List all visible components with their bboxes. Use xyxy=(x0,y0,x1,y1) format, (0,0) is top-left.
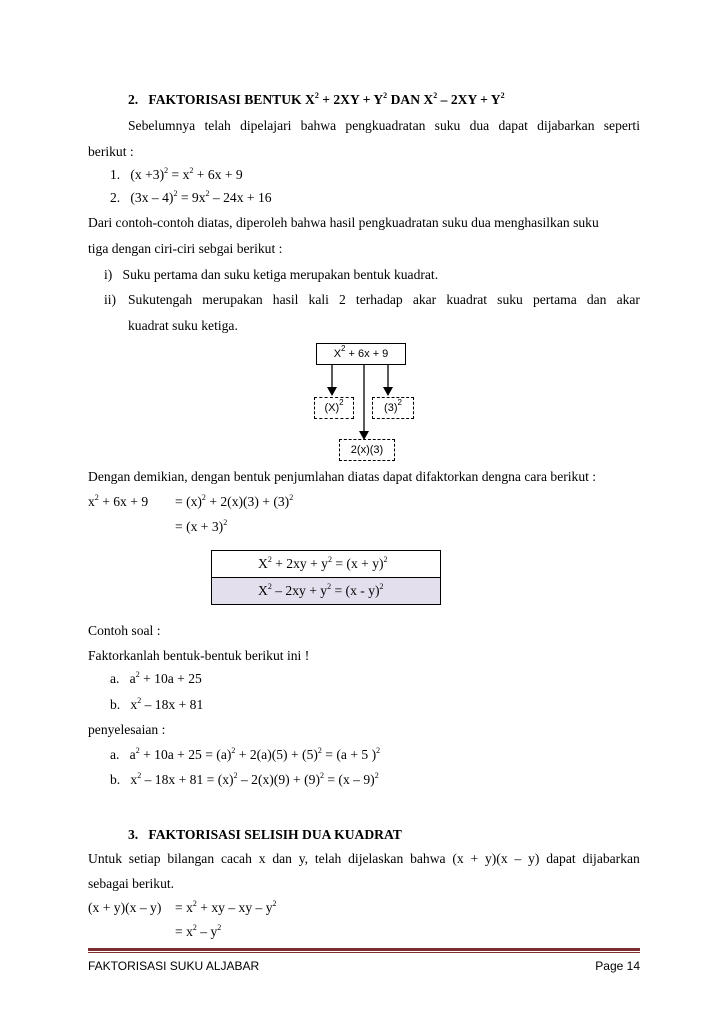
intro-line-1 xyxy=(128,118,640,134)
trait-ii-line-2: kuadrat suku ketiga. xyxy=(128,318,238,333)
diagram-top-a: X xyxy=(333,348,342,360)
item-label: a. xyxy=(110,671,120,686)
word: bahwa xyxy=(410,851,446,866)
solution-b xyxy=(110,772,379,788)
exp: 2 xyxy=(137,771,142,780)
eq2-a: = x xyxy=(175,924,193,939)
solution-a-4: = (a + 5 ) xyxy=(321,747,377,762)
diagram-left-text: (X) xyxy=(324,402,340,414)
word: setiap xyxy=(128,851,161,866)
formula-table xyxy=(211,550,441,605)
contoh-instruction: Faktorkanlah bentuk-bentuk berikut ini ! xyxy=(88,648,310,663)
solution-b-1: x xyxy=(130,772,138,787)
contoh-a-2: + 10a + 25 xyxy=(139,671,202,686)
para-line-1: Dari contoh-contoh diatas, diperoleh bahwa hasil pengkuadratan suku dua menghasilkan suku xyxy=(88,215,599,230)
derivation-rhs-2 xyxy=(175,519,227,535)
exp: 2 xyxy=(173,189,178,198)
contoh-b-1: x xyxy=(130,697,138,712)
exp: 2 xyxy=(317,746,322,755)
exp: 2 xyxy=(500,91,505,100)
word: kuadrat xyxy=(446,292,488,307)
contoh-a xyxy=(110,671,202,687)
arrow-right-head xyxy=(383,387,393,396)
solution-b-4: = (x – 9) xyxy=(323,772,375,787)
section-2-title-b: + 2XY + Y xyxy=(318,92,384,107)
word: hasil xyxy=(272,292,299,307)
exp: 2 xyxy=(379,582,384,591)
formula-c: = (x + y) xyxy=(331,556,384,571)
derivation-lhs-b: + 6x + 9 xyxy=(98,494,149,509)
exp: 2 xyxy=(192,899,197,908)
exp: 2 xyxy=(94,493,99,502)
example-lhs: (3x – 4) xyxy=(130,190,174,205)
exp: 2 xyxy=(164,166,169,175)
section-3-heading xyxy=(128,827,402,843)
example-mid: = x xyxy=(168,167,190,182)
section-3-title: FAKTORISASI SELISIH DUA KUADRAT xyxy=(148,827,402,842)
footer-rule-thin xyxy=(88,952,640,953)
exp: 2 xyxy=(339,398,344,407)
word: merupakan xyxy=(202,292,263,307)
exp: 2 xyxy=(135,670,140,679)
exp: 2 xyxy=(135,746,140,755)
section-2-heading xyxy=(128,92,505,108)
word: pertama xyxy=(532,292,577,307)
word: y)(x xyxy=(484,851,508,866)
item-label: a. xyxy=(110,747,120,762)
exp: 2 xyxy=(327,582,332,591)
exp: 2 xyxy=(314,91,319,100)
word: terhadap xyxy=(355,292,403,307)
section-3-line-2: sebagai berikut. xyxy=(88,876,175,891)
formula-a: X xyxy=(258,583,268,598)
item-label: b. xyxy=(110,772,121,787)
word: y) xyxy=(528,851,540,866)
exp: 2 xyxy=(433,91,438,100)
word: dapat xyxy=(546,851,576,866)
derivation-lhs xyxy=(88,494,148,510)
word: 2 xyxy=(339,292,346,307)
example-lhs: (x +3) xyxy=(130,167,165,182)
contoh-b xyxy=(110,697,203,713)
formula-row-sum xyxy=(212,551,440,577)
contoh-heading: Contoh soal : xyxy=(88,623,161,638)
section-3-line-1 xyxy=(88,851,640,867)
trait-number: i) xyxy=(104,267,113,282)
trait-ii-line-1 xyxy=(128,292,640,308)
diagram-left-box xyxy=(314,397,354,419)
exp: 2 xyxy=(267,582,272,591)
word: dua xyxy=(469,118,490,133)
example-number: 1. xyxy=(110,167,121,182)
exp: 2 xyxy=(189,166,194,175)
contoh-b-2: – 18x + 81 xyxy=(141,697,204,712)
word: y, xyxy=(298,851,309,866)
exp: 2 xyxy=(327,555,332,564)
example-2 xyxy=(110,190,272,206)
footer-title: FAKTORISASI SUKU ALJABAR xyxy=(88,959,260,973)
trait-i xyxy=(104,267,438,283)
exp: 2 xyxy=(223,518,228,527)
word: bahwa xyxy=(300,118,337,133)
word: akar xyxy=(412,292,437,307)
exp: 2 xyxy=(376,746,381,755)
example-1 xyxy=(110,167,243,183)
word: akar xyxy=(616,292,640,307)
exp: 2 xyxy=(267,555,272,564)
word: kali xyxy=(308,292,329,307)
trait-text: Suku pertama dan suku ketiga merupakan bentuk kuadrat. xyxy=(122,267,439,282)
exp: 2 xyxy=(397,398,402,407)
word: bilangan xyxy=(167,851,215,866)
word: pengkuadratan xyxy=(345,118,426,133)
page-footer xyxy=(88,956,640,976)
section-3-eq-1 xyxy=(175,900,277,916)
word: dipelajari xyxy=(240,118,292,133)
word: x xyxy=(258,851,266,866)
solution-b-3: – 2(x)(9) + (9) xyxy=(237,772,320,787)
word: telah xyxy=(204,118,231,133)
word: dapat xyxy=(498,118,528,133)
solution-a-1: a xyxy=(129,747,136,762)
section-2-number: 2. xyxy=(128,92,139,107)
word: dijelaskan xyxy=(348,851,404,866)
exp: 2 xyxy=(137,696,142,705)
word: seperti xyxy=(603,118,640,133)
exp: 2 xyxy=(231,746,236,755)
para-line-2: tiga dengan ciri-ciri sebgai berikut : xyxy=(88,241,283,256)
exp: 2 xyxy=(383,555,388,564)
formula-row-difference xyxy=(212,577,440,604)
exp: 2 xyxy=(374,771,379,780)
derivation-intro: Dengan demikian, dengan bentuk penjumlahan diatas dapat difaktorkan dengna cara berikut : xyxy=(88,469,597,484)
trait-ii-number: ii) xyxy=(104,292,117,307)
eq1-b: + xy – xy – y xyxy=(196,900,273,915)
word: suku xyxy=(434,118,461,133)
derivation-lhs-a: x xyxy=(88,494,95,509)
word: – xyxy=(514,851,522,866)
exp: 2 xyxy=(217,923,222,932)
derivation-rhs-1 xyxy=(175,494,293,510)
word: suku xyxy=(497,292,523,307)
word: dijabarkan xyxy=(537,118,595,133)
diagram-right-box xyxy=(372,397,414,419)
exp: 2 xyxy=(205,189,210,198)
exp: 2 xyxy=(289,493,294,502)
example-mid: = 9x xyxy=(177,190,206,205)
word: Sukutengah xyxy=(128,292,193,307)
formula-c: = (x - y) xyxy=(331,583,380,598)
footer-rule xyxy=(88,948,640,951)
diagram-top-b: + 6x + 9 xyxy=(345,348,389,360)
word: dan xyxy=(272,851,292,866)
section-2-title-a: FAKTORISASI BENTUK X xyxy=(148,92,315,107)
word: dan xyxy=(586,292,607,307)
word: telah xyxy=(314,851,342,866)
section-3-eq-2 xyxy=(175,924,221,940)
formula-b: – 2xy + y xyxy=(271,583,328,598)
word: + xyxy=(470,851,479,866)
diagram-bottom-box: 2(x)(3) xyxy=(339,439,395,461)
word: (x xyxy=(452,851,464,866)
solution-a-2: + 10a + 25 = (a) xyxy=(139,747,232,762)
example-rest: + 6x + 9 xyxy=(193,167,243,182)
exp: 2 xyxy=(192,923,197,932)
diagram-right-text: (3) xyxy=(384,402,398,414)
solution-b-2: – 18x + 81 = (x) xyxy=(141,772,234,787)
section-2-title-c: DAN X xyxy=(387,92,434,107)
exp: 2 xyxy=(319,771,324,780)
solution-heading: penyelesaian : xyxy=(88,722,166,737)
derivation-rhs2-a: = (x + 3) xyxy=(175,519,224,534)
footer-page-number: Page 14 xyxy=(595,959,640,973)
exp: 2 xyxy=(383,91,388,100)
example-rest: – 24x + 16 xyxy=(209,190,272,205)
formula-a: X xyxy=(258,556,268,571)
word: cacah xyxy=(220,851,252,866)
section-2-title-d: – 2XY + Y xyxy=(437,92,501,107)
contoh-a-1: a xyxy=(129,671,136,686)
word: dijabarkan xyxy=(582,851,640,866)
intro-line-2: berikut : xyxy=(88,144,134,159)
exp: 2 xyxy=(272,899,277,908)
exp: 2 xyxy=(341,344,346,353)
derivation-rhs1-a: = (x) xyxy=(175,494,202,509)
derivation-rhs1-b: + 2(x)(3) + (3) xyxy=(205,494,290,509)
item-label: b. xyxy=(110,697,121,712)
exp: 2 xyxy=(233,771,238,780)
word: Untuk xyxy=(88,851,122,866)
exp: 2 xyxy=(201,493,206,502)
formula-b: + 2xy + y xyxy=(271,556,328,571)
solution-a-3: + 2(a)(5) + (5) xyxy=(235,747,318,762)
solution-a xyxy=(110,747,380,763)
word: Sebelumnya xyxy=(128,118,196,133)
arrow-left-head xyxy=(327,387,337,396)
eq2-b: – y xyxy=(196,924,218,939)
section-3-eq-lhs: (x + y)(x – y) xyxy=(88,900,162,915)
eq1-a: = x xyxy=(175,900,193,915)
example-number: 2. xyxy=(110,190,121,205)
section-3-number: 3. xyxy=(128,827,139,842)
